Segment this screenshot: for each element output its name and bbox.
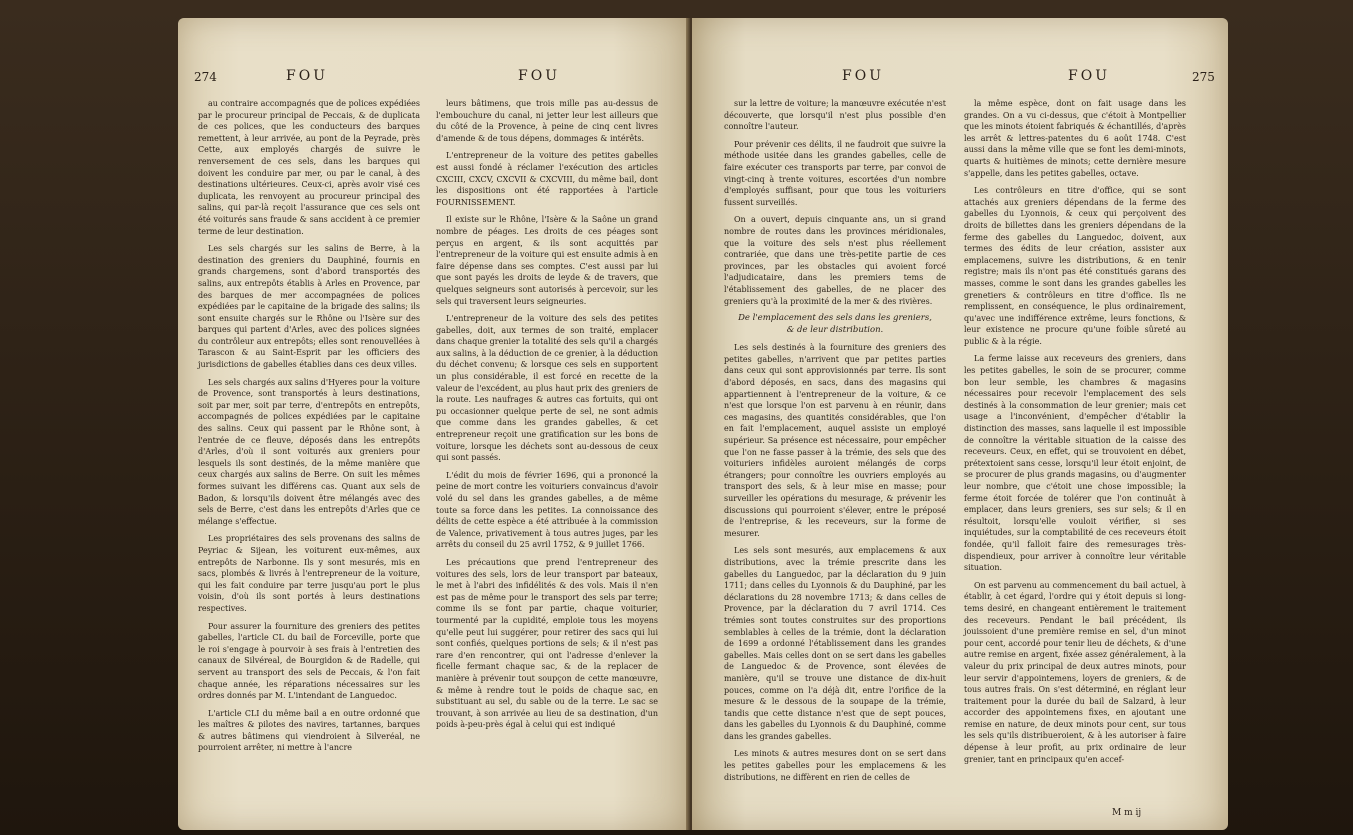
running-header-right-1: FOU bbox=[842, 68, 884, 84]
paragraph: Les propriétaires des sels provenans des salins de Peyriac & Sijean, les voiturent eux-mêmes, aux entrepôts de Narbonne. Ils y sont mesurés, mis en sacs, plombés & livrés à l'entrepreneur de la voiture, qui les fait conduire par terre jusqu'au port le plus voisin, d'où ils sont portés à leurs destinations respectives. bbox=[198, 534, 420, 613]
paragraph: On est parvenu au commencement du bail actuel, à établir, à cet égard, l'ordre qui y étoit depuis si long-tems desiré, en changeant entièrement le traitement des receveurs. Pendant le bail précédent, ils jouissoient d'une première remise en sel, d'un minot pour cent, accordé pour tenir lieu de déchets, & d'une autre remise en argent, fixée assez généralement, à la valeur du prix principal de deux autres minots, pour leur servir d'appointemens, loyers de greniers, & de tous autres frais. On s'est déterminé, en réglant leur traitement pour la durée du bail de Salzard, à leur accorder des appointemens fixes, en ajoutant une remise en nature, de deux minots pour cent, sur tous les sels qu'ils distribueroient, & à les autoriser à faire dépense à leur profit, au prix ordinaire de leur grenier, tant en principaux qu'en accef- bbox=[964, 580, 1186, 764]
page-number-right: 275 bbox=[1192, 70, 1215, 84]
paragraph: L'entrepreneur de la voiture des sels des petites gabelles, doit, aux termes de son traité, emplacer dans chaque grenier la totalité des sels qu'il a chargés aux salins, à la déduction de ce grenier, à la déduction du déchet convenu; & lorsque ces sels en supportent un plus considérable, il est forcé en recette de la valeur de l'excédent, au plus haut prix des greniers de la route. Les naufrages & autres cas fortuits, qui ont pu occasionner quelque perte de sel, ne sont admis que comme dans les grandes gabelles, & cet entrepreneur reçoit une gratification sur les bons de voiture, lorsque les déchets sont au-dessous de ceux qui sont passés. bbox=[436, 314, 658, 463]
paragraph: Les contrôleurs en titre d'office, qui se sont attachés aux greniers dépendans de la ferme des gabelles du Lyonnois, & ceux qui perçoivent des droits de billettes dans les greniers dépendans de la ferme des gabelles du Languedoc, doivent, aux termes des édits de leur création, assister aux emplacemens, suivre les distributions, & en tenir registre; mais ils n'ont pas été constitués garans des masses, comme le sont dans les grandes gabelles les grenetiers & contrôleurs en titre d'office. Ils ne remplissent, en conséquence, le plus ordinairement, qu'avec une indifférence extrême, leurs fonctions, & leur existence ne procure qu'une foible sûreté au public & à la régie. bbox=[964, 186, 1186, 346]
paragraph: Les sels chargés aux salins d'Hyeres pour la voiture de Provence, sont transportés à leurs destinations, soit par mer, soit par terre, d'entrepôts en entrepôts, accompagnés de polices expédiées par le capitaine des salins. Ceux qui passent par le Rhône sont, à l'entrée de ce fleuve, déposés dans les entrepôts d'Arles, d'où il sont voiturés aux greniers pour lesquels ils sont destinés, de la même manière que ceux chargés aux salins de Berre. On suit les mêmes formes suivant les différens cas. Quant aux sels de Badon, & lorsqu'ils doivent être mélangés avec des sels de Berre, c'est dans les entrepôts d'Arles que ce mélange s'effectue. bbox=[198, 377, 420, 526]
paragraph: Les minots & autres mesures dont on se sert dans les petites gabelles pour les emplacemens & les distributions, ne diffèrent en rien de celles de bbox=[724, 749, 946, 782]
running-header-left-1: FOU bbox=[286, 68, 328, 84]
paragraph: Les sels sont mesurés, aux emplacemens & aux distributions, avec la trémie prescrite dans les gabelles du Languedoc, par la déclaration du 9 juin 1711; dans celles du Lyonnois & du Dauphiné, par les déclarations du 28 novembre 1713; & dans celles de Provence, par la déclaration du 7 avril 1714. Ces trémies sont toutes construites sur des proportions semblables à celles de la trémie, dont la déclaration de 1699 a ordonné l'établissement dans les grandes gabelles. Mais celles dont on se sert dans les gabelles de Languedoc & de Provence, sont élevées de manière, qu'il se trouve une distance de dix-huit pouces, comme on l'a déjà dit, entre l'orifice de la mesure & le dessous de la soupape de la trémie, tandis que cette distance n'est que de sept pouces, dans les gabelles du Lyonnois & du Dauphiné, comme dans les grandes gabelles. bbox=[724, 546, 946, 741]
paragraph: L'entrepreneur de la voiture des petites gabelles est aussi fondé à réclamer l'exécution des articles CXCIII, CXCV, CXCVII & CXCVIII, du même bail, dont les dispositions ont été rapportées à l'article FOURNISSEMENT. bbox=[436, 151, 658, 207]
page-number-left: 274 bbox=[194, 70, 217, 84]
right-page-column-2 bbox=[964, 98, 1186, 771]
left-page-column-2 bbox=[436, 98, 658, 737]
paragraph: la même espèce, dont on fait usage dans les grandes. On a vu ci-dessus, que c'étoit à Montpellier que les minots étoient fabriqués & échantillés, d'après les arrêt & lettres-patentes du 6 août 1748. C'est aussi dans la même ville que se font les demi-minots, quarts & huitièmes de minots; cette dernière mesure s'appelle, dans les petites gabelles, octave. bbox=[964, 99, 1186, 178]
paragraph: L'édit du mois de février 1696, qui a prononcé la peine de mort contre les voituriers convaincus d'avoir volé du sel dans les grandes gabelles, a de même toute sa force dans les petites. La connoissance des délits de cette espèce a été attribuée à la commission de Valence, privativement à tous autres juges, par les arrêts du conseil du 25 avril 1752, & 9 juillet 1766. bbox=[436, 470, 658, 550]
running-header-left-2: FOU bbox=[518, 68, 560, 84]
paragraph: Il existe sur le Rhône, l'Isère & la Saône un grand nombre de péages. Les droits de ces péages sont perçus en argent, & ils sont acquittés par l'entrepreneur de la voiture qui est ensuite admis à en faire dépense dans ses comptes. C'est aussi par lui que sont payés les droits de leyde & de travers, que quelques seigneurs sont autorisés à percevoir, sur les sels qui traversent leurs seigneuries. bbox=[436, 215, 658, 306]
subheading-line-2: & de leur distribution. bbox=[786, 324, 884, 335]
running-header-right-2: FOU bbox=[1068, 68, 1110, 84]
signature-mark: M m ij bbox=[1112, 808, 1142, 818]
paragraph: leurs bâtimens, que trois mille pas au-dessus de l'embouchure du canal, ni jetter leur lest ailleurs que du côté de la Provence, à peine de cinq cent livres d'amende & de tous dépens, dommages & intérêts. bbox=[436, 99, 658, 143]
right-page-column-1 bbox=[724, 98, 946, 789]
paragraph: Les précautions que prend l'entrepreneur des voitures des sels, lors de leur transport par bateaux, le met à l'abri des infidélités & des vols. Mais il n'en est pas de même pour le transport des sels par terre; comme ils se font par partie, chaque voiturier, tourmenté par la cupidité, emploie tous les moyens qu'elle peut lui suggérer, pour retirer des sacs qui lui sont confiés, quelques portions de sels; & il n'est pas rare d'en rencontrer, qui ont l'adresse d'enlever la ficelle fermant chaque sac, & de la replacer de manière à prévenir tout soupçon de cette manœuvre, & même à rendre tout le poids de chaque sac, en substituant au sel, du sable ou de la terre. Le sac se trouvant, à son arrivée au lieu de sa destination, d'un poids à-peu-près égal à celui qui est indiqué bbox=[436, 557, 658, 730]
paragraph: au contraire accompagnés que de polices expédiées par le procureur principal de Peccais, & de duplicata de ces polices, que les conducteurs des barques remettent, à leur arrivée, au pont de la Peyrade, près Cette, aux employés chargés de suivre le renversement de ces sels, dans les barques qui doivent les conduire par mer, ou par le canal, à des destinations ultérieures. Ceux-ci, après avoir visé ces duplicata, les renvoyent au procureur principal des salins, qui par-là reçoit l'assurance que ces sels ont été voiturés sans fraude & sans accident à ce premier terme de leur destination. bbox=[198, 99, 420, 236]
paragraph: L'article CLI du même bail a en outre ordonné que les maîtres & pilotes des navires, tartannes, barques & autres bâtimens qui viendroient à Silveréal, ne pourroient arrêter, ni mettre à l'ancre bbox=[198, 708, 420, 753]
paragraph: La ferme laisse aux receveurs des greniers, dans les petites gabelles, le soin de se procurer, comme bon leur semble, les chambres & magasins nécessaires pour recevoir l'emplacement des sels destinés à la consommation de leur grenier; mais cet usage a l'inconvénient, d'empêcher d'établir la distinction des masses, sans laquelle il est impossible de connoître la véritable situation de la caisse des receveurs. Ceux, en effet, qui se trouvoient en débet, prétextoient sans cesse, lorsqu'il leur étoit enjoint, de se procurer de plus grands magasins, ou d'augmenter leur nombre, que c'étoit une chose impossible; la ferme étoit forcée de tolérer que l'on continuât à emplacer, dans leurs greniers, ses sur sels; & il en résultoit, lorsqu'elle vouloit vérifier, si ses inquiétudes, sur la comptabilité de ces receveurs étoit fondée, qu'il falloit faire des remesurages très-dispendieux, pour arriver à connoître leur véritable situation. bbox=[964, 354, 1186, 573]
paragraph: Les sels chargés sur les salins de Berre, à la destination des greniers du Dauphiné, fournis en grands chargemens, sont d'abord transportés des salins, aux entrepôts établis à Arles en Provence, par des barques de mer accompagnées de polices expédiées par le capitaine de la brigade des salins; ils sont ensuite chargés sur le Rhône ou l'Isère sur des barques qui partent d'Arles, avec des polices signées du contrôleur aux entrepôts; elles sont renouvellées à Tarascon & au Saint-Esprit par les officiers des jurisdictions de gabelles établies dans ces deux villes. bbox=[198, 244, 420, 370]
paragraph: On a ouvert, depuis cinquante ans, un si grand nombre de routes dans les provinces méridionales, que la voiture des sels n'est plus réellement contrariée, que dans une très-petite partie de ces provinces, par les obstacles qui avoient forcé l'adjudicataire, dans les premiers tems de l'établissement des gabelles, de ne placer des greniers qu'à la proximité de la mer & des rivières. bbox=[724, 215, 946, 306]
subheading-line-1: De l'emplacement des sels dans les greniers, bbox=[738, 313, 932, 324]
paragraph: Les sels destinés à la fourniture des greniers des petites gabelles, n'arrivent que par petites parties dans ceux qui sont approvisionnés par terre. Ils sont d'abord déposés, en sacs, dans des magasins qui appartiennent à l'entrepreneur de la voiture, & ce n'est que lorsque l'on est parvenu à en réunir, dans ces magasins, des quantités considérables, que l'on en fait l'emplacement, auquel assiste un employé supérieur. Sa présence est nécessaire, pour empêcher que l'on ne fasse passer à la trémie, des sels que des voituriers infidèles auroient mélangés de corps étrangers; pour connoître les ouvriers employés au transport des sels, & à leur mise en masse; pour surveiller les opérations du mesurage, & prévenir les discussions qui pourroient s'élever, entre le préposé de l'entreprise, & les receveurs, sur la forme de mesurer. bbox=[724, 343, 946, 538]
paragraph: sur la lettre de voiture; la manœuvre exécutée n'est découverte, que lorsqu'il n'est plus possible d'en connoître l'auteur. bbox=[724, 99, 946, 132]
left-page bbox=[178, 18, 690, 830]
paragraph: Pour prévenir ces délits, il ne faudroit que suivre la méthode usitée dans les grandes gabelles, celle de faire exécuter ces transports par terre, par convoi de vingt-cinq à trente voitures, escortées d'un nombre d'employés suffisant, pour que tous les voituriers fussent surveillés. bbox=[724, 139, 946, 207]
paragraph: Pour assurer la fourniture des greniers des petites gabelles, l'article CL du bail de Forceville, porte que le roi s'engage à pourvoir à ses frais à l'entretien des canaux de Silvéreal, de Bourgidon & de Radelle, qui servent au transport des sels de Peccais, & l'on fait chaque année, les réparations nécessaires sur les ordres donnés par M. L'intendant de Languedoc. bbox=[198, 621, 420, 701]
right-page bbox=[692, 18, 1228, 830]
left-page-column-1 bbox=[198, 98, 420, 760]
section-subheading bbox=[724, 313, 946, 336]
